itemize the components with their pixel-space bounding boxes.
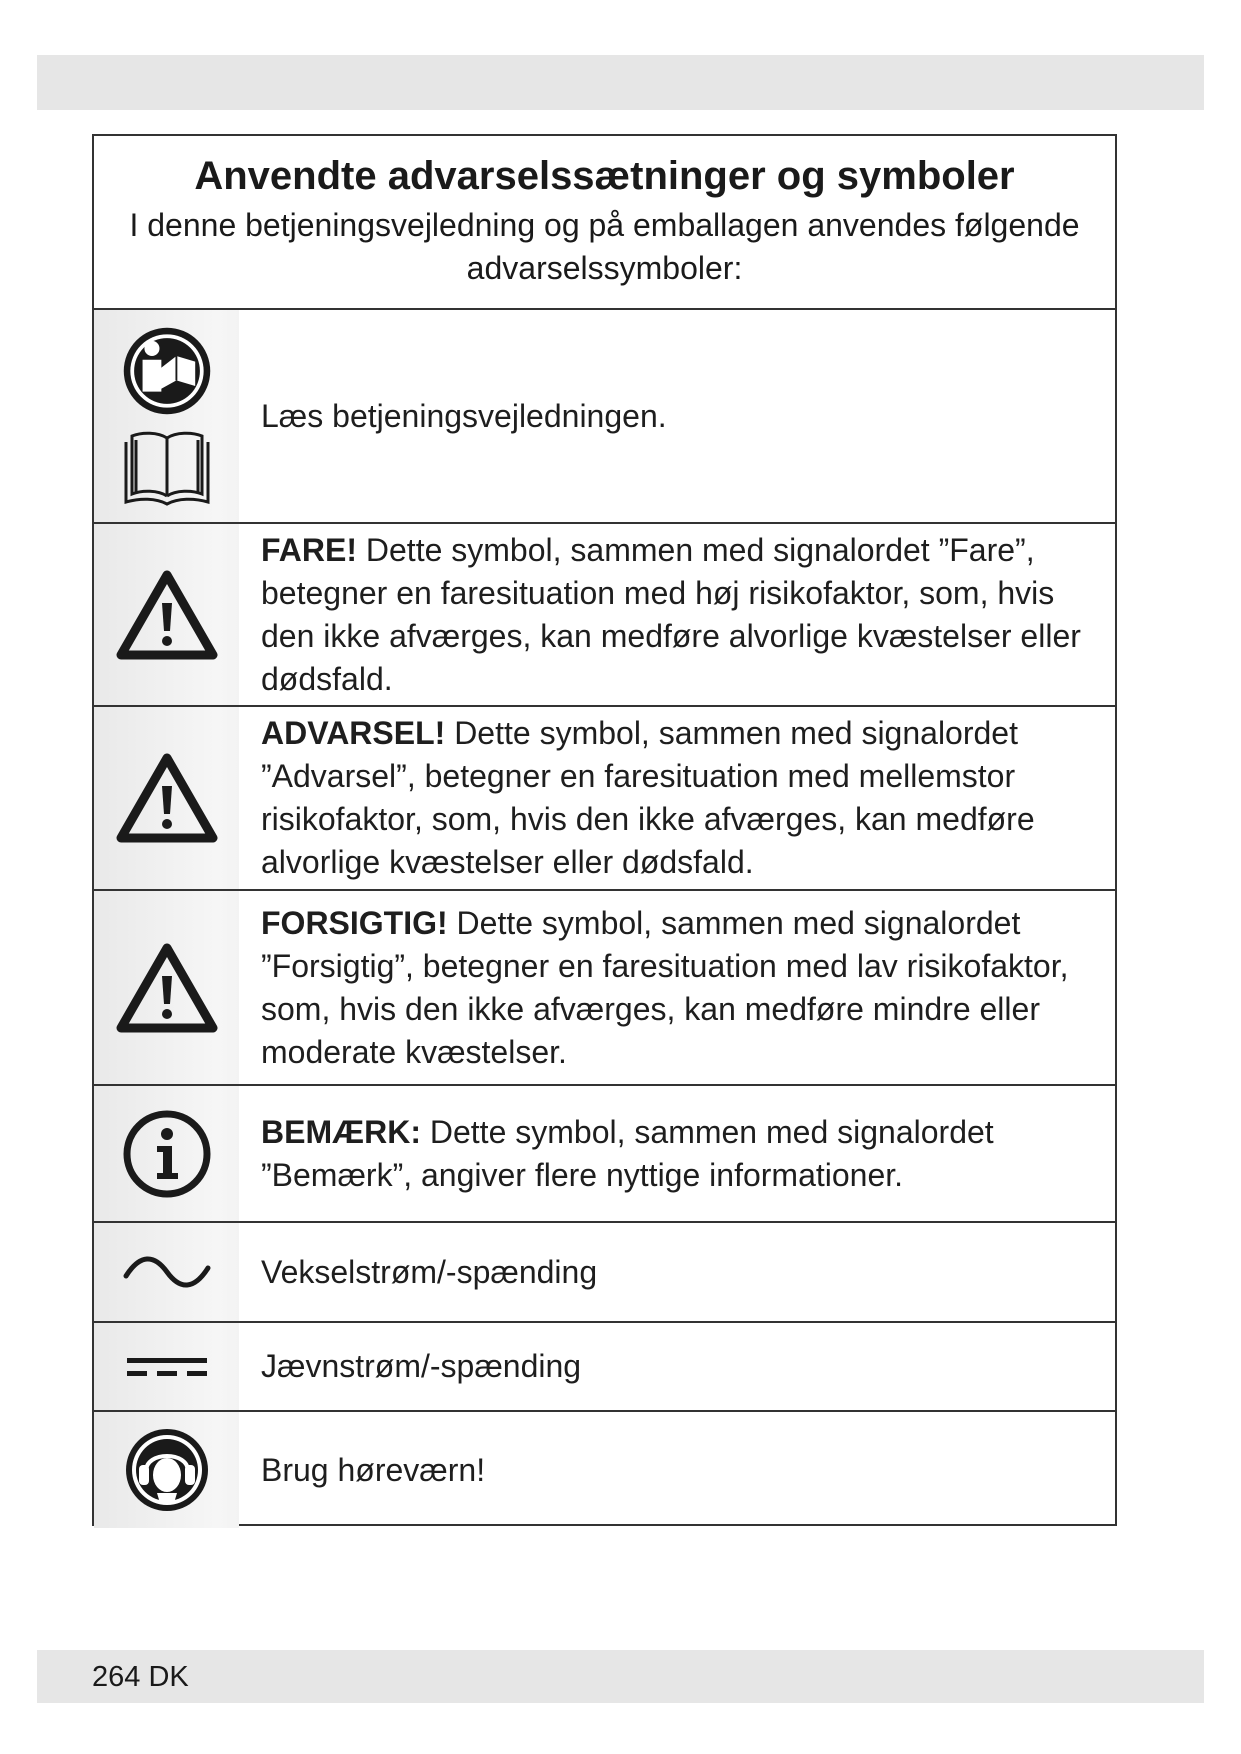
description-text: Dette symbol, sammen med signalordet ”Forsigtig”, betegner en faresituation med lav risikofaktor, som, hvis den ikke afværges, kan medføre mindre eller moderate kvæstelser. bbox=[261, 904, 1069, 1070]
icon-cell bbox=[94, 1086, 239, 1221]
symbol-row-note bbox=[94, 1086, 1115, 1223]
warning-triangle-icon bbox=[115, 752, 219, 844]
symbol-description bbox=[239, 310, 1115, 522]
table-header bbox=[94, 136, 1115, 310]
icon-cell bbox=[94, 1323, 239, 1410]
signal-word: FORSIGTIG! bbox=[261, 904, 448, 941]
symbol-description bbox=[239, 524, 1115, 705]
symbol-row-warning bbox=[94, 707, 1115, 891]
symbol-description bbox=[239, 707, 1115, 889]
table-subtitle: I denne betjeningsvejledning og på emballagen anvendes følgende advarselssymboler: bbox=[129, 207, 1080, 286]
alternating-current-icon bbox=[122, 1252, 212, 1292]
symbol-description bbox=[239, 1323, 1115, 1410]
symbol-row-direct-current bbox=[94, 1323, 1115, 1412]
table-title: Anvendte advarselssætninger og symboler bbox=[194, 154, 1015, 198]
signal-word: ADVARSEL! bbox=[261, 715, 446, 751]
caution-triangle-icon bbox=[115, 942, 219, 1034]
description-text: Dette symbol, sammen med signalordet ”Bemærk”, angiver flere nyttige informationer. bbox=[261, 1113, 994, 1193]
description-text: Dette symbol, sammen med signalordet ”Advarsel”, betegner en faresituation med mellemstor risikofaktor, som, hvis den ikke afværges, kan medføre alvorlige kvæstelser eller dødsfald. bbox=[261, 715, 1035, 880]
description-text: Jævnstrøm/-spænding bbox=[261, 1348, 582, 1384]
read-manual-icon bbox=[120, 324, 214, 418]
icon-cell bbox=[94, 891, 239, 1084]
direct-current-icon bbox=[125, 1352, 209, 1382]
symbol-row-hearing-protection bbox=[94, 1412, 1115, 1528]
top-band bbox=[37, 55, 1204, 110]
description-text: Vekselstrøm/-spænding bbox=[261, 1253, 598, 1290]
footer-band bbox=[37, 1650, 1204, 1703]
symbol-row-alternating-current bbox=[94, 1223, 1115, 1323]
danger-triangle-icon bbox=[115, 569, 219, 661]
symbol-row-danger bbox=[94, 524, 1115, 707]
symbol-description bbox=[239, 1412, 1115, 1528]
signal-word: FARE! bbox=[261, 531, 357, 568]
page-number: 264 DK bbox=[92, 1661, 189, 1693]
warning-symbols-table bbox=[92, 134, 1117, 1526]
open-book-icon bbox=[120, 428, 214, 508]
symbol-row-caution bbox=[94, 891, 1115, 1086]
symbol-description bbox=[239, 891, 1115, 1084]
icon-cell bbox=[94, 707, 239, 889]
description-text: Læs betjeningsvejledningen. bbox=[261, 397, 667, 434]
description-text: Brug høreværn! bbox=[261, 1451, 486, 1488]
signal-word: BEMÆRK: bbox=[261, 1113, 421, 1150]
info-icon bbox=[122, 1109, 212, 1199]
description-text: Dette symbol, sammen med signalordet ”Fare”, betegner en faresituation med høj risikofaktor, som, hvis den ikke afværges, kan medføre alvorlige kvæstelser eller dødsfald. bbox=[261, 531, 1081, 697]
symbol-description bbox=[239, 1086, 1115, 1221]
icon-cell bbox=[94, 524, 239, 705]
icon-cell bbox=[94, 1412, 239, 1528]
symbol-description bbox=[239, 1223, 1115, 1321]
hearing-protection-icon bbox=[124, 1427, 210, 1513]
icon-cell bbox=[94, 310, 239, 522]
icon-cell bbox=[94, 1223, 239, 1321]
symbol-row-read-manual bbox=[94, 310, 1115, 524]
